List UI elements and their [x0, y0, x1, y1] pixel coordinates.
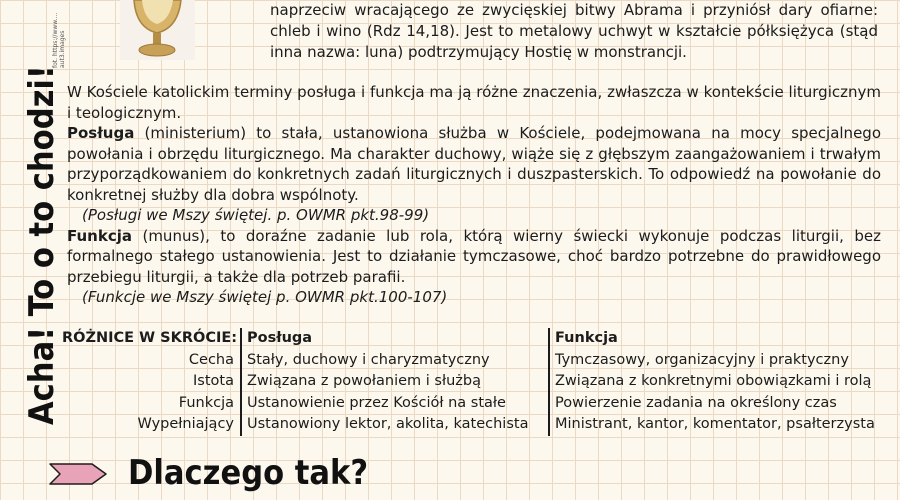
table-header-funkcja: Funkcja [548, 328, 898, 350]
funkcja-text: (munus), to doraźne zadanie lub rola, którą wierny świecki wykonuje podczas liturgii, bez formalnego stałego ustanowienia. Jest to działanie tymczasowe, choć bardzo potrzebne do prawidłowego przebiegu liturgii, a także dla potrzeb parafii. [67, 226, 881, 286]
funkcja-term: Funkcja [67, 226, 132, 245]
posluga-cell: Związana z powołaniem i służbą [240, 371, 548, 393]
posluga-text: (ministerium) to stała, ustanowiona służba w Kościele, podejmowana na mocy specjalnego powołania i obrzędu liturgicznego. Ma charakter duchowy, wiąże się z głębszym zaangażowaniem i trwałym przyporządkowaniem do konkretnych zadań liturgicznych i duszpasterskich. To odpowiedź na powołanie do konkretnej służby dla dobra wspólnoty. [67, 124, 881, 204]
table-row [62, 371, 898, 393]
comparison-table [62, 328, 898, 436]
side-title: Acha! To o to chodzi! [22, 65, 62, 425]
monstrance-photo [120, 0, 195, 60]
funkcja-cell: Ministrant, kantor, komentator, psałterzysta [548, 414, 898, 436]
intro-paragraph: W Kościele katolickim terminy posługa i funkcja ma ją różne znaczenia, zwłaszcza w kontekście liturgicznym i teologicznym. [67, 83, 881, 122]
row-label: Istota [193, 373, 234, 389]
funkcja-cell: Związana z konkretnymi obowiązkami i rolą [548, 371, 898, 393]
table-row [62, 350, 898, 372]
posluga-reference: (Posługi we Mszy świętej. p. OWMR pkt.98-99) [82, 206, 430, 224]
funkcja-reference: (Funkcje we Mszy świętej p. OWMR pkt.100-107) [82, 288, 448, 306]
table-row [62, 414, 898, 436]
posluga-cell: Ustanowienie przez Kościół na stałe [240, 393, 548, 415]
arrow-icon [48, 461, 108, 487]
table-header-posluga: Posługa [240, 328, 548, 350]
row-label: Funkcja [178, 394, 234, 411]
funkcja-paragraph [67, 226, 881, 288]
next-section-title: Dlaczego tak? [128, 453, 369, 493]
table-header-row [62, 328, 898, 350]
main-content [67, 82, 881, 308]
table-row [62, 393, 898, 415]
posluga-paragraph [67, 123, 881, 205]
funkcja-cell: Tymczasowy, organizacyjny i praktyczny [548, 350, 898, 372]
row-label: Wypełniający [137, 416, 234, 432]
funkcja-cell: Powierzenie zadania na określony czas [548, 393, 898, 415]
photo-credit: fot. https://www.... aut3.images [52, 12, 66, 68]
posluga-term: Posługa [67, 124, 135, 142]
table-header-label: RÓŻNICE W SKRÓCIE: [62, 330, 238, 346]
posluga-cell: Ustanowiony lektor, akolita, katechista [240, 414, 548, 436]
row-label: Cecha [188, 351, 234, 368]
top-paragraph: naprzeciw wracającego ze zwycięskiej bitwy Abrama i przyniósł dary ofiarne: chleb i wino (Rdz 14,18). Jest to metalowy uchwyt w kształcie półksiężyca (stąd inna nazwa: luna) podtrzymujący Hostię w monstrancji. [270, 1, 878, 61]
posluga-cell: Stały, duchowy i charyzmatyczny [240, 350, 548, 372]
